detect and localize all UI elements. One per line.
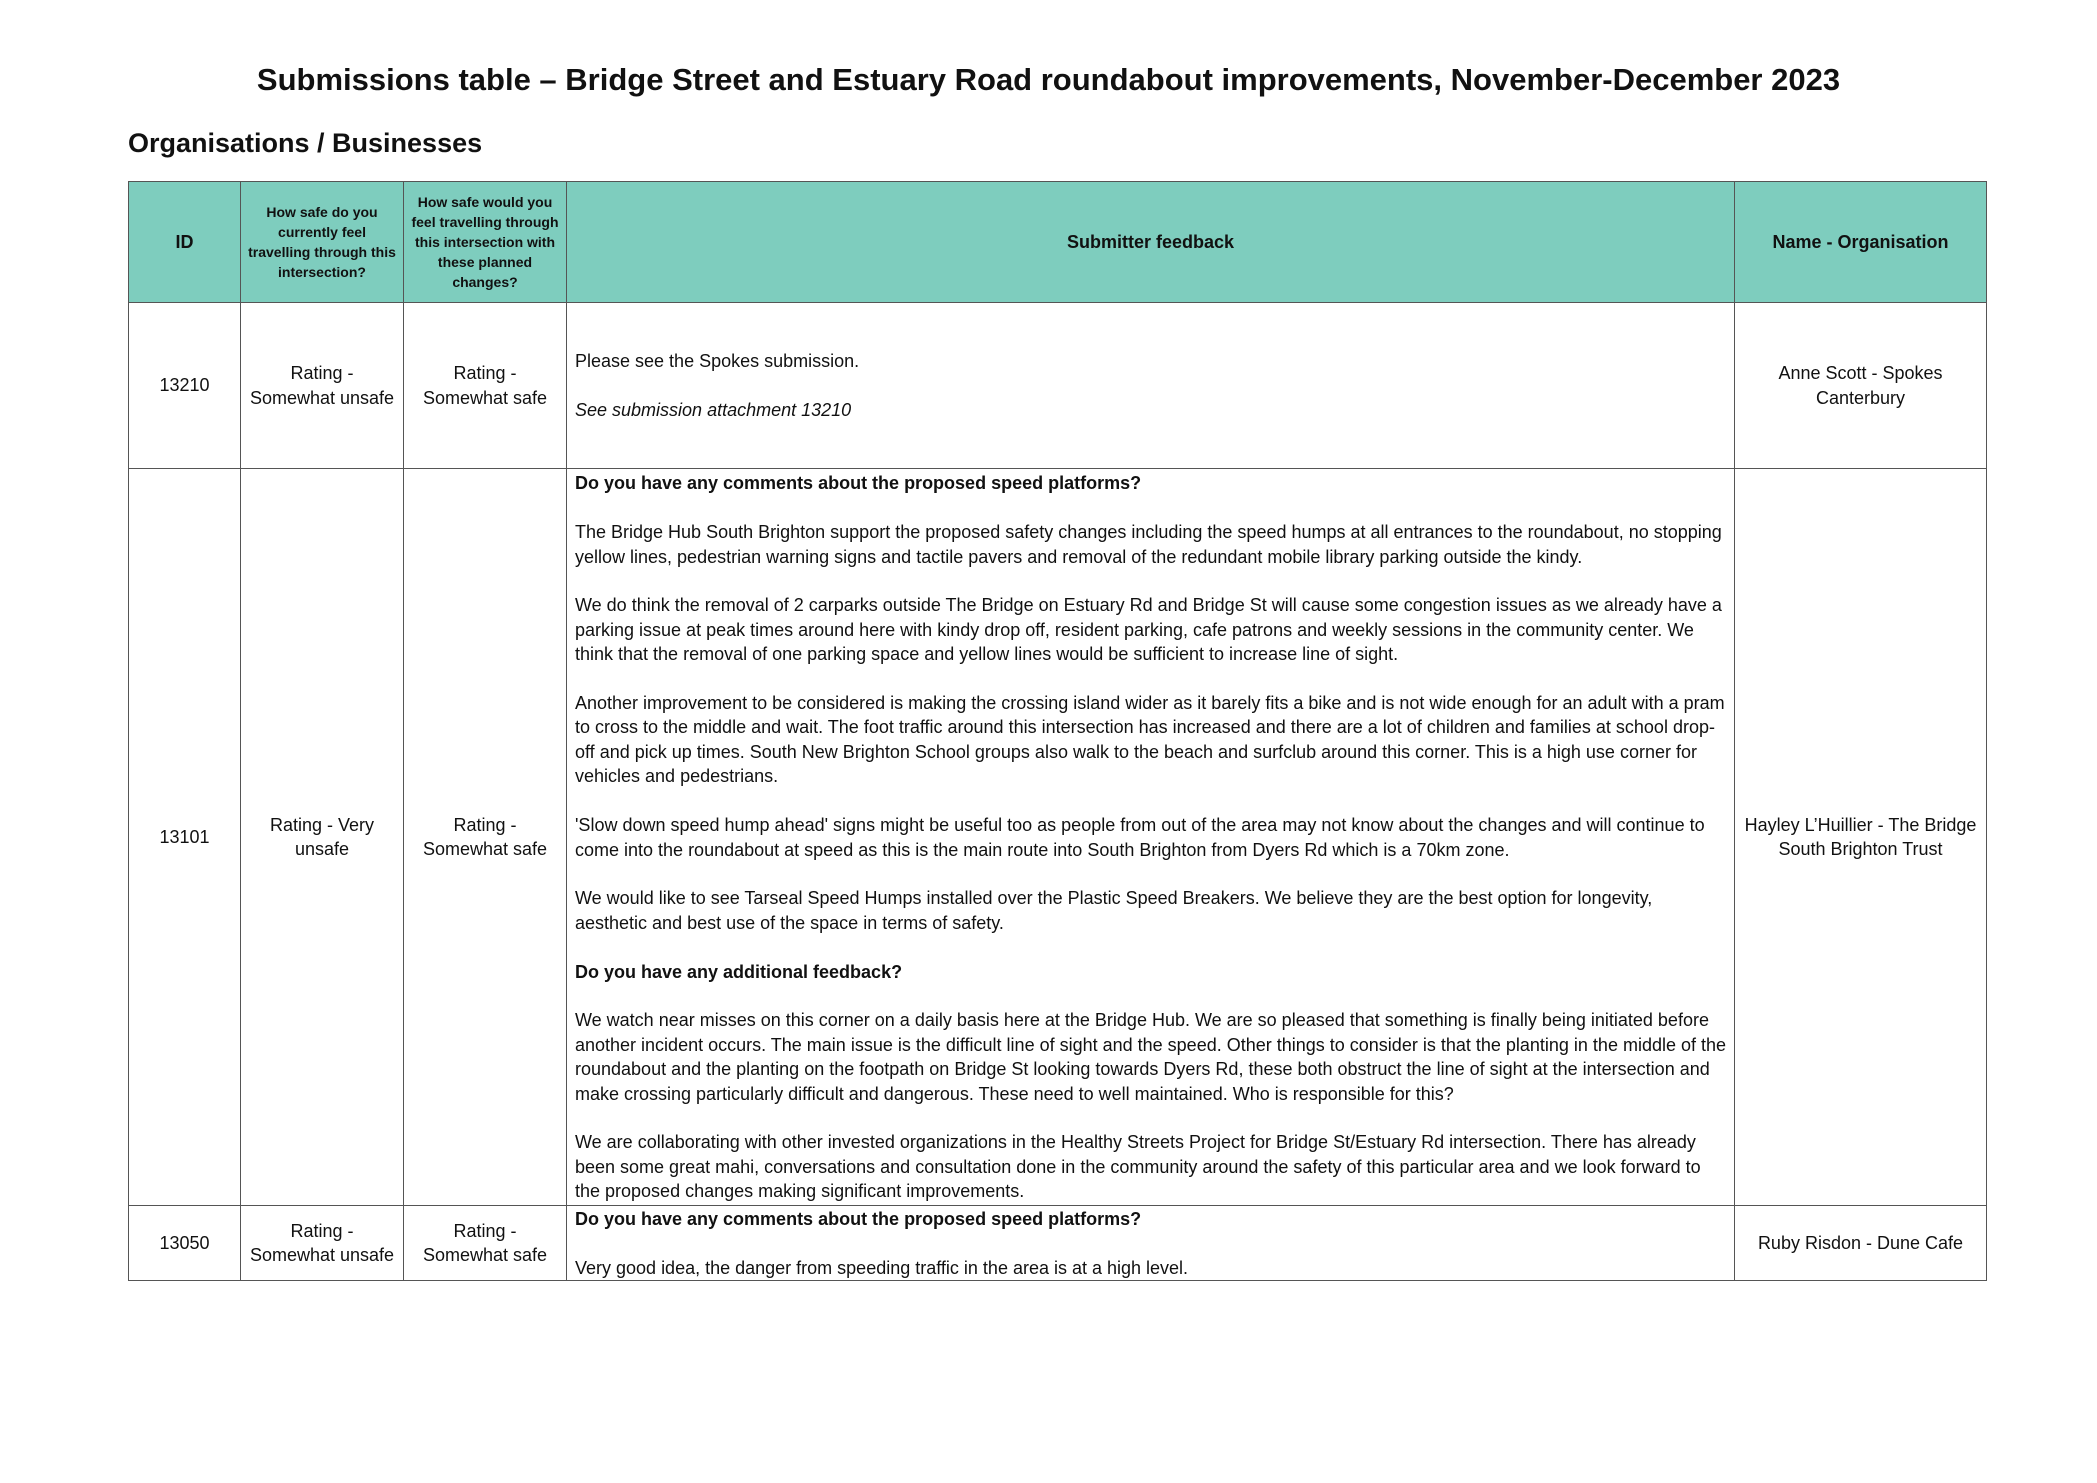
table-header-row (129, 182, 1987, 303)
feedback-paragraph: We watch near misses on this corner on a daily basis here at the Bridge Hub. We are so pleased that something is finally being initiated before another incident occurs. The main issue is the difficult line of sight and the speed. Other things to consider is that the planting in the middle of the roundabout and the planting on the footpath on Bridge St looking towards Dyers Rd, these both obstruct the line of sight at the intersection and make crossing particularly difficult and dangerous. These need to well maintained. Who is responsible for this? (575, 1010, 1727, 1104)
column-header-planned-safety: How safe would you feel travelling through this intersection with these planned changes? (404, 182, 567, 303)
cell-id: 13210 (129, 303, 241, 469)
cell-id: 13050 (129, 1206, 241, 1281)
feedback-paragraph: Very good idea, the danger from speeding traffic in the area is at a high level. (575, 1257, 1189, 1278)
cell-feedback (567, 1206, 1735, 1281)
cell-feedback (567, 469, 1735, 1206)
column-header-name: Name - Organisation (1735, 182, 1987, 303)
table-row (129, 303, 1987, 469)
cell-name: Anne Scott - Spokes Canterbury (1735, 303, 1987, 469)
feedback-question: Do you have any comments about the proposed speed platforms? (575, 1209, 1142, 1229)
feedback-paragraph: We are collaborating with other invested organizations in the Healthy Streets Project for Bridge St/Estuary Rd intersection. There has already been some great mahi, conversations and consultation done in the community around the safety of this particular area and we look forward to the proposed changes making significant improvements. (575, 1132, 1701, 1202)
cell-id: 13101 (129, 469, 241, 1206)
column-header-feedback: Submitter feedback (567, 182, 1735, 303)
cell-name: Hayley L’Huillier - The Bridge South Brighton Trust (1735, 469, 1987, 1206)
column-header-current-safety: How safe do you currently feel travelling through this intersection? (241, 182, 404, 303)
column-header-id: ID (129, 182, 241, 303)
cell-name: Ruby Risdon - Dune Cafe (1735, 1206, 1987, 1281)
feedback-paragraph: We do think the removal of 2 carparks outside The Bridge on Estuary Rd and Bridge St will cause some congestion issues as we already have a parking issue at peak times around here with kindy drop off, resident parking, cafe patrons and weekly sessions in the community center. We think that the removal of one parking space and yellow lines would be sufficient to increase line of sight. (575, 595, 1722, 665)
feedback-question: Do you have any additional feedback? (575, 961, 903, 982)
attachment-note: See submission attachment 13210 (575, 400, 852, 421)
table-row (129, 469, 1987, 1206)
submissions-table (128, 181, 1987, 1281)
feedback-paragraph: The Bridge Hub South Brighton support the proposed safety changes including the speed humps at all entrances to the roundabout, no stopping yellow lines, pedestrian warning signs and tactile pavers and removal of the redundant mobile library parking outside the kindy. (575, 522, 1722, 567)
feedback-paragraph: 'Slow down speed hump ahead' signs might be useful too as people from out of the area may not know about the changes and will continue to come into the roundabout at speed as this is the main route into South Brighton from Dyers Rd which is a 70km zone. (575, 815, 1705, 860)
cell-planned-safety: Rating - Somewhat safe (404, 469, 567, 1206)
section-heading: Organisations / Businesses (128, 128, 483, 158)
cell-planned-safety: Rating - Somewhat safe (404, 1206, 567, 1281)
document-title: Submissions table – Bridge Street and Estuary Road roundabout improvements, November-December 2023 (256, 62, 1841, 97)
feedback-question: Do you have any comments about the proposed speed platforms? (575, 473, 1142, 494)
cell-current-safety: Rating - Somewhat unsafe (241, 1206, 404, 1281)
feedback-paragraph: We would like to see Tarseal Speed Humps installed over the Plastic Speed Breakers. We believe they are the best option for longevity, aesthetic and best use of the space in terms of safety. (575, 888, 1653, 933)
feedback-paragraph: Another improvement to be considered is making the crossing island wider as it barely fits a bike and is not wide enough for an adult with a pram to cross to the middle and wait. The foot traffic around this intersection has increased and there are a lot of children and families at school drop-off and pick up times. South New Brighton School groups also walk to the beach and surfclub around this corner. This is a high use corner for vehicles and pedestrians. (575, 693, 1725, 787)
table-row (129, 1206, 1987, 1281)
cell-feedback (567, 303, 1735, 469)
feedback-text: Please see the Spokes submission. (575, 351, 860, 372)
cell-current-safety: Rating - Somewhat unsafe (241, 303, 404, 469)
cell-planned-safety: Rating - Somewhat safe (404, 303, 567, 469)
cell-current-safety: Rating - Very unsafe (241, 469, 404, 1206)
